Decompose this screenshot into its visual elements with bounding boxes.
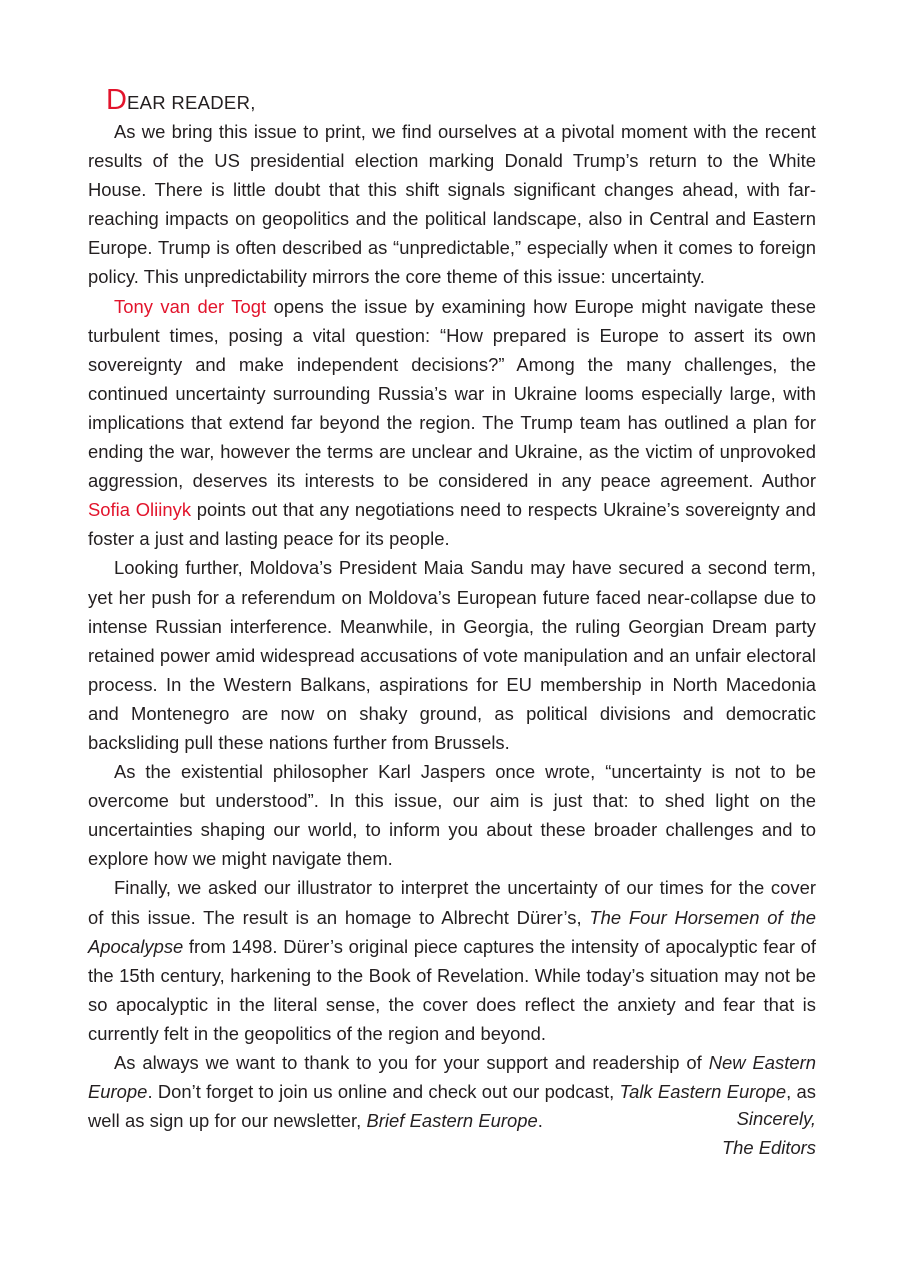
drop-cap: D	[106, 84, 127, 116]
signature-signer: The Editors	[721, 1137, 816, 1159]
signature-closing: Sincerely,	[736, 1108, 816, 1129]
body-paragraph	[88, 873, 816, 1048]
paragraph-text: from 1498. Dürer’s original piece captures the intensity of apocalyptic fear of the 15th century, harkening to the Book of Revelation. While today’s situation may not be so apocalyptic in the literal sense, the cover does reflect the anxiety and fear that is currently felt in the geopolitics of the region and beyond.	[88, 935, 816, 1044]
salutation	[88, 86, 816, 117]
body-paragraph	[88, 292, 816, 554]
paragraph-text: .	[537, 1110, 543, 1132]
title-italic: New Eastern Europe	[88, 1052, 817, 1103]
paragraph-text: Looking further, Moldova’s President Maia Sandu may have secured a second term, yet her push for a referendum on Moldova’s European future faced near-collapse due to intense Russian interference. Meanwhile, in Georgia, the ruling Georgian Dream party retained power amid widespread accusations of vote manipulation and an unfair electoral process. In the Western Balkans, aspirations for EU membership in North Macedonia and Montenegro are now on shaky ground, as political divisions and democratic backsliding pull these nations further from Brussels.	[88, 557, 816, 753]
body-paragraph	[88, 757, 816, 873]
paragraph-text: As we bring this issue to print, we find ourselves at a pivotal moment with the recent results of the US presidential election marking Donald Trump’s return to the White House. There is little doubt that this shift signals significant changes ahead, with far-reaching impacts on geopolitics and the political landscape, also in Central and Eastern Europe. Trump is often described as “unpredictable,” especially when it comes to foreign policy. This unpredictability mirrors the core theme of this issue: uncertainty.	[88, 121, 816, 288]
body-paragraph	[88, 553, 816, 757]
title-italic: The Four Horsemen of the Apocalypse	[88, 906, 816, 957]
signature-block	[88, 1104, 816, 1162]
title-italic: Talk Eastern Europe	[619, 1081, 787, 1103]
paragraph-text: points out that any negotiations need to respects Ukraine’s sovereignty and foster a just and lasting peace for its people.	[88, 499, 816, 550]
author-name[interactable]: Sofia Oliinyk	[88, 499, 192, 521]
salutation-text: EAR READER,	[126, 92, 256, 113]
paragraph-text: . Don’t forget to join us online and check out our podcast,	[147, 1081, 620, 1103]
paragraph-text: As always we want to thank to you for your support and readership of	[114, 1052, 709, 1073]
author-name[interactable]: Tony van der Togt	[114, 295, 267, 317]
paragraph-container	[88, 117, 816, 1135]
title-italic: Brief Eastern Europe	[366, 1110, 538, 1132]
paragraph-text: opens the issue by examining how Europe might navigate these turbulent times, posing a vital question: “How prepared is Europe to assert its own sovereignty and make independent decisions?” Among the many challenges, the continued uncertainty surrounding Russia’s war in Ukraine looms especially large, with implications that extend far beyond the region. The Trump team has outlined a plan for ending the war, however the terms are unclear and Ukraine, as the victim of unprovoked aggression, deserves its interests to be considered in any peace agreement. Author	[88, 295, 816, 492]
paragraph-text: As the existential philosopher Karl Jaspers once wrote, “uncertainty is not to be overcome but understood”. In this issue, our aim is just that: to shed light on the uncertainties shaping our world, to inform you about these broader challenges and to explore how we might navigate them.	[88, 761, 816, 870]
text-column	[88, 86, 816, 1135]
paragraph-text: , as well as sign up for our newsletter,	[88, 1081, 816, 1132]
body-paragraph	[88, 117, 816, 292]
paragraph-text: Finally, we asked our illustrator to interpret the uncertainty of our times for the cover of this issue. The result is an homage to Albrecht Dürer’s,	[88, 877, 816, 928]
